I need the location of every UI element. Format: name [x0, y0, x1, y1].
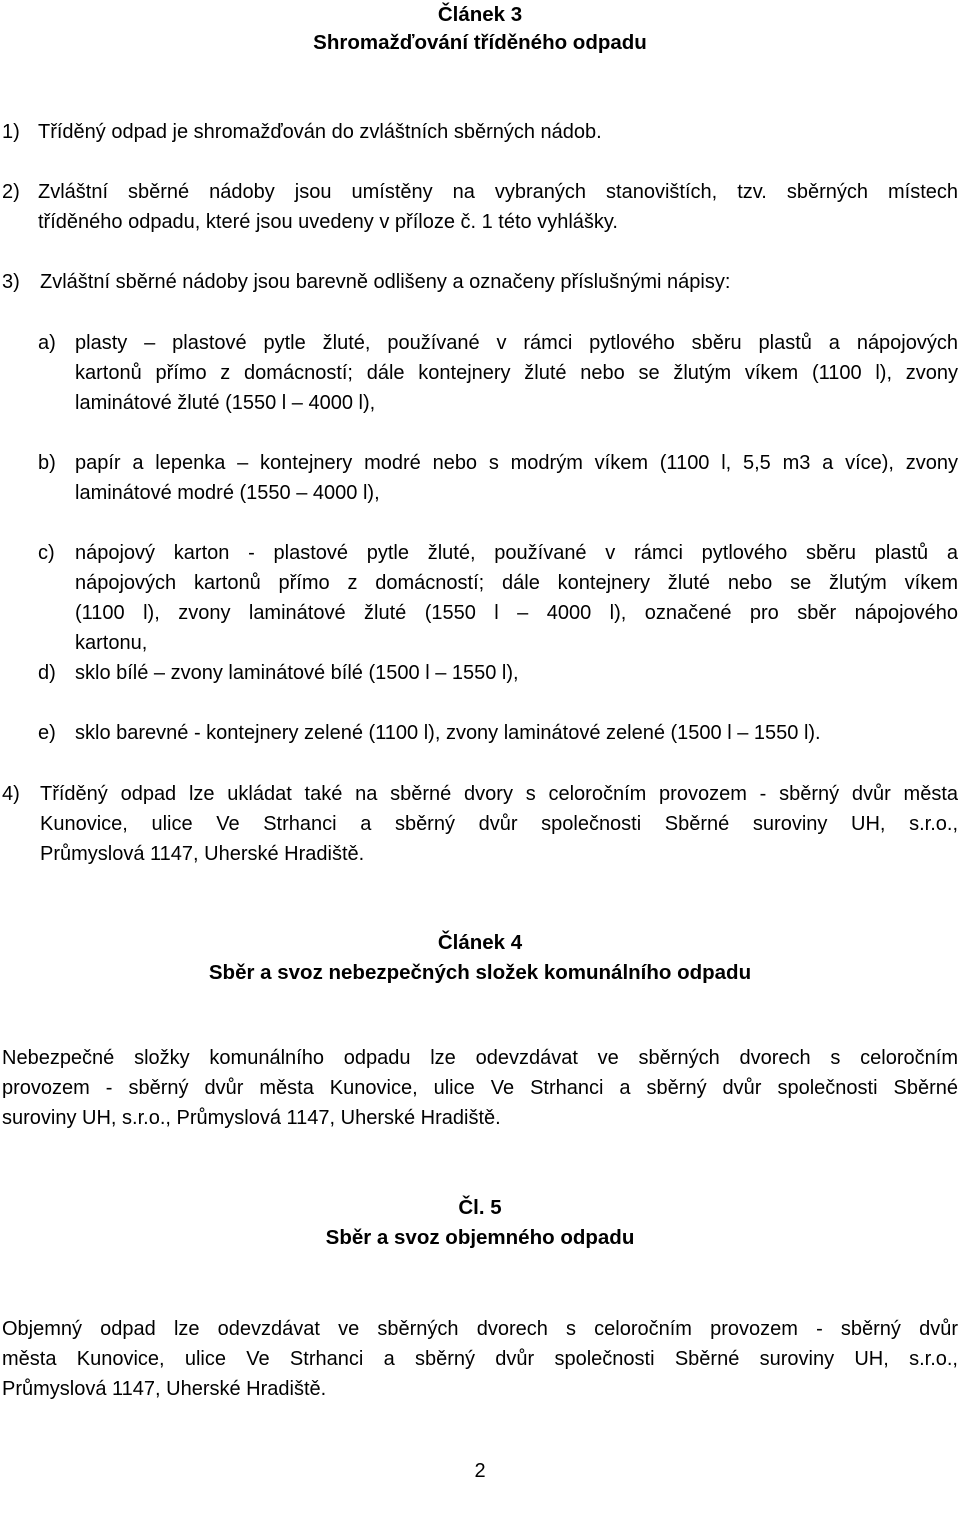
- item-c-line: nápojový karton - plastové pytle žluté, používané v rámci pytlového sběru plastů a: [75, 542, 958, 564]
- item-a-line: laminátové žluté (1550 l – 4000 l),: [75, 392, 376, 414]
- item-e-line: sklo barevné - kontejnery zelené (1100 l), zvony laminátové zelené (1500 l – 1550 l).: [75, 722, 821, 744]
- paragraph-1-number: 1): [2, 121, 20, 143]
- item-d-line: sklo bílé – zvony laminátové bílé (1500 l – 1550 l),: [75, 662, 519, 684]
- item-c: [75, 538, 958, 658]
- article-4-line: suroviny UH, s.r.o., Průmyslová 1147, Uherské Hradiště.: [2, 1107, 501, 1129]
- paragraph-3: [40, 267, 840, 297]
- paragraph-2-number: 2): [2, 181, 20, 203]
- article-4-line: Nebezpečné složky komunálního odpadu lze odevzdávat ve sběrných dvorech s celoročním: [2, 1047, 958, 1069]
- paragraph-3-line: Zvláštní sběrné nádoby jsou barevně odlišeny a označeny příslušnými nápisy:: [40, 271, 731, 293]
- article-3-title: Shromažďování tříděného odpadu: [313, 31, 647, 54]
- article-5-heading: Čl. 5: [458, 1196, 502, 1219]
- article-3-heading: Článek 3: [437, 3, 523, 26]
- item-c-line: nápojových kartonů přímo z domácností; dále kontejnery žluté nebo se žlutým víkem: [75, 572, 958, 594]
- paragraph-2-line: Zvláštní sběrné nádoby jsou umístěny na vybraných stanovištích, tzv. sběrných místech: [38, 181, 958, 203]
- article-5-line: Objemný odpad lze odevzdávat ve sběrných dvorech s celoročním provozem - sběrný dvůr: [2, 1318, 958, 1340]
- paragraph-4-number: 4): [2, 783, 20, 805]
- paragraph-2-line: tříděného odpadu, které jsou uvedeny v příloze č. 1 této vyhlášky.: [38, 211, 618, 233]
- paragraph-3-number: 3): [2, 271, 20, 293]
- page-number: 2: [474, 1460, 486, 1482]
- item-d: [75, 658, 958, 688]
- item-c-line: kartonu,: [75, 632, 148, 654]
- item-a-line: kartonů přímo z domácností; dále kontejnery žluté nebo se žlutým víkem (1100 l), zvony: [75, 362, 958, 384]
- item-a-line: plasty – plastové pytle žluté, používané v rámci pytlového sběru plastů a nápojových: [75, 332, 958, 354]
- article-5-text: [2, 1314, 958, 1404]
- item-a-letter: a): [38, 332, 56, 354]
- paragraph-1-line: Tříděný odpad je shromažďován do zvláštních sběrných nádob.: [38, 121, 602, 143]
- article-4-title: Sběr a svoz nebezpečných složek komunálního odpadu: [208, 961, 752, 984]
- article-5-title: Sběr a svoz objemného odpadu: [325, 1226, 635, 1249]
- paragraph-4-line: Tříděný odpad lze ukládat také na sběrné dvory s celoročním provozem - sběrný dvůr města: [40, 783, 958, 805]
- item-b-line: laminátové modré (1550 – 4000 l),: [75, 482, 380, 504]
- article-4-text: [2, 1043, 958, 1133]
- paragraph-4-line: Kunovice, ulice Ve Strhanci a sběrný dvůr společnosti Sběrné suroviny UH, s.r.o.,: [40, 813, 958, 835]
- article-5-line: Průmyslová 1147, Uherské Hradiště.: [2, 1378, 327, 1400]
- item-b-line: papír a lepenka – kontejnery modré nebo s modrým víkem (1100 l, 5,5 m3 a více), zvony: [75, 452, 958, 474]
- item-e: [75, 718, 958, 748]
- article-4-heading: Článek 4: [437, 931, 523, 954]
- item-c-line: (1100 l), zvony laminátové žluté (1550 l – 4000 l), označené pro sběr nápojového: [75, 602, 958, 624]
- item-c-letter: c): [38, 542, 55, 564]
- paragraph-4: [40, 779, 958, 869]
- item-a: [75, 328, 958, 418]
- article-5-line: města Kunovice, ulice Ve Strhanci a sběrný dvůr společnosti Sběrné suroviny UH, s.r.o.,: [2, 1348, 958, 1370]
- item-b: [75, 448, 958, 508]
- paragraph-2: [38, 177, 958, 237]
- paragraph-1: [38, 117, 688, 147]
- item-d-letter: d): [38, 662, 56, 684]
- article-4-line: provozem - sběrný dvůr města Kunovice, ulice Ve Strhanci a sběrný dvůr společnosti Sběrné: [2, 1077, 958, 1099]
- item-e-letter: e): [38, 722, 56, 744]
- paragraph-4-line: Průmyslová 1147, Uherské Hradiště.: [40, 843, 365, 865]
- item-b-letter: b): [38, 452, 56, 474]
